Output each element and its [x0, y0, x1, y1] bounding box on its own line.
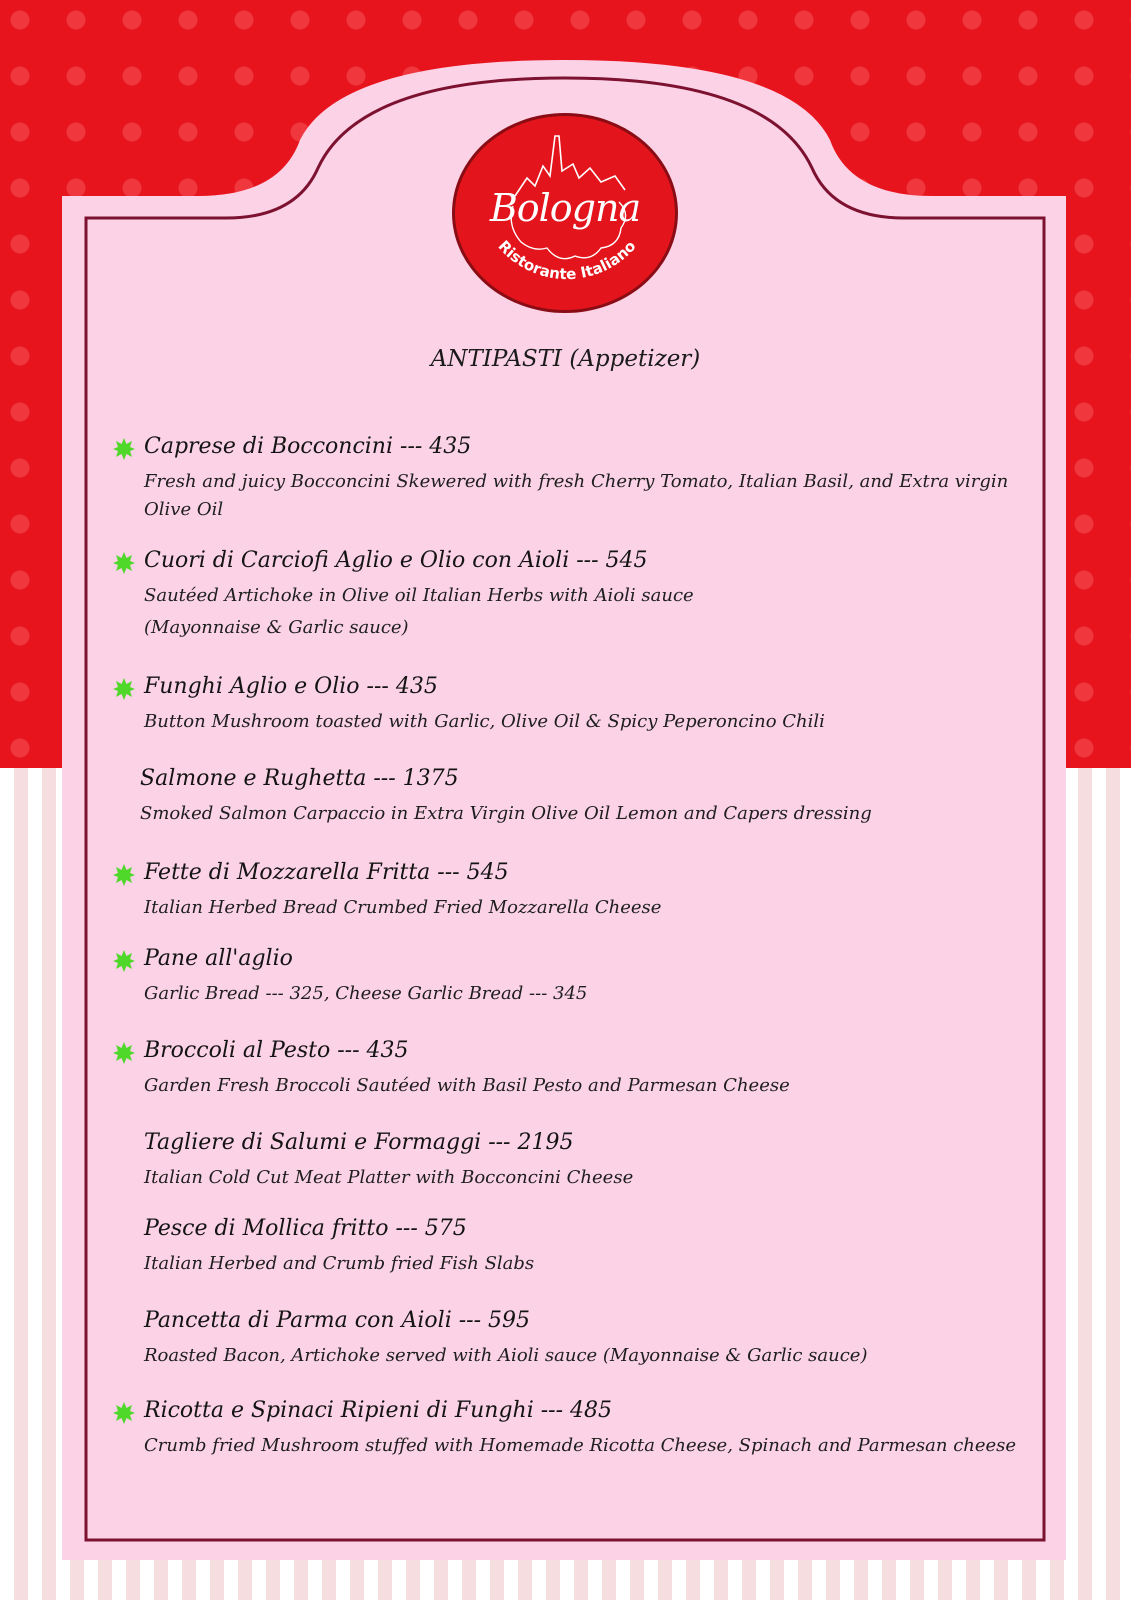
item-description: Sautéed Artichoke in Olive oil Italian Herbs with Aioli sauce: [144, 585, 694, 606]
item-name: Cuori di Carciofi Aglio e Olio con Aioli --- 545: [144, 548, 648, 573]
green-leaf-icon: [112, 863, 136, 887]
green-leaf-icon: [112, 1401, 136, 1425]
item-name: Fette di Mozzarella Fritta --- 545: [144, 860, 509, 885]
green-leaf-icon: [112, 949, 136, 973]
svg-text:Ristorante Italiano: [495, 237, 640, 283]
item-description: Roasted Bacon, Artichoke served with Aioli sauce (Mayonnaise & Garlic sauce): [144, 1345, 868, 1366]
item-name: Tagliere di Salumi e Formaggi --- 2195: [144, 1130, 574, 1155]
item-description: Garlic Bread --- 325, Cheese Garlic Bread --- 345: [144, 983, 588, 1004]
item-name: Salmone e Rughetta --- 1375: [140, 766, 459, 791]
green-leaf-icon: [112, 437, 136, 461]
item-description: Italian Cold Cut Meat Platter with Bocconcini Cheese: [144, 1167, 634, 1188]
item-name: Funghi Aglio e Olio --- 435: [144, 674, 438, 699]
item-description: Smoked Salmon Carpaccio in Extra Virgin Olive Oil Lemon and Capers dressing: [140, 803, 872, 824]
item-description: Button Mushroom toasted with Garlic, Olive Oil & Spicy Peperoncino Chili: [144, 711, 825, 732]
item-name: Pancetta di Parma con Aioli --- 595: [144, 1308, 531, 1333]
logo-subtitle: Ristorante Italiano: [494, 236, 640, 284]
section-title: ANTIPASTI (Appetizer): [430, 346, 701, 372]
item-name: Pane all'aglio: [144, 946, 293, 971]
item-name: Broccoli al Pesto --- 435: [144, 1038, 409, 1063]
item-name: Ricotta e Spinaci Ripieni di Funghi --- 485: [144, 1398, 613, 1423]
green-leaf-icon: [112, 551, 136, 575]
item-description: Italian Herbed and Crumb fried Fish Slabs: [144, 1253, 535, 1274]
item-description: Garden Fresh Broccoli Sautéed with Basil Pesto and Parmesan Cheese: [144, 1075, 790, 1096]
green-leaf-icon: [112, 1041, 136, 1065]
logo-name: Bologna: [489, 186, 641, 230]
restaurant-logo: [452, 113, 678, 313]
item-name: Caprese di Bocconcini --- 435: [144, 434, 472, 459]
item-description-note: (Mayonnaise & Garlic sauce): [144, 617, 409, 638]
item-name: Pesce di Mollica fritto --- 575: [144, 1216, 467, 1241]
item-description: Fresh and juicy Bocconcini Skewered with fresh Cherry Tomato, Italian Basil, and Extra virgin Olive Oil: [144, 471, 1009, 520]
green-leaf-icon: [112, 677, 136, 701]
item-description: Crumb fried Mushroom stuffed with Homemade Ricotta Cheese, Spinach and Parmesan cheese: [144, 1435, 1017, 1456]
item-description: Italian Herbed Bread Crumbed Fried Mozzarella Cheese: [144, 897, 662, 918]
